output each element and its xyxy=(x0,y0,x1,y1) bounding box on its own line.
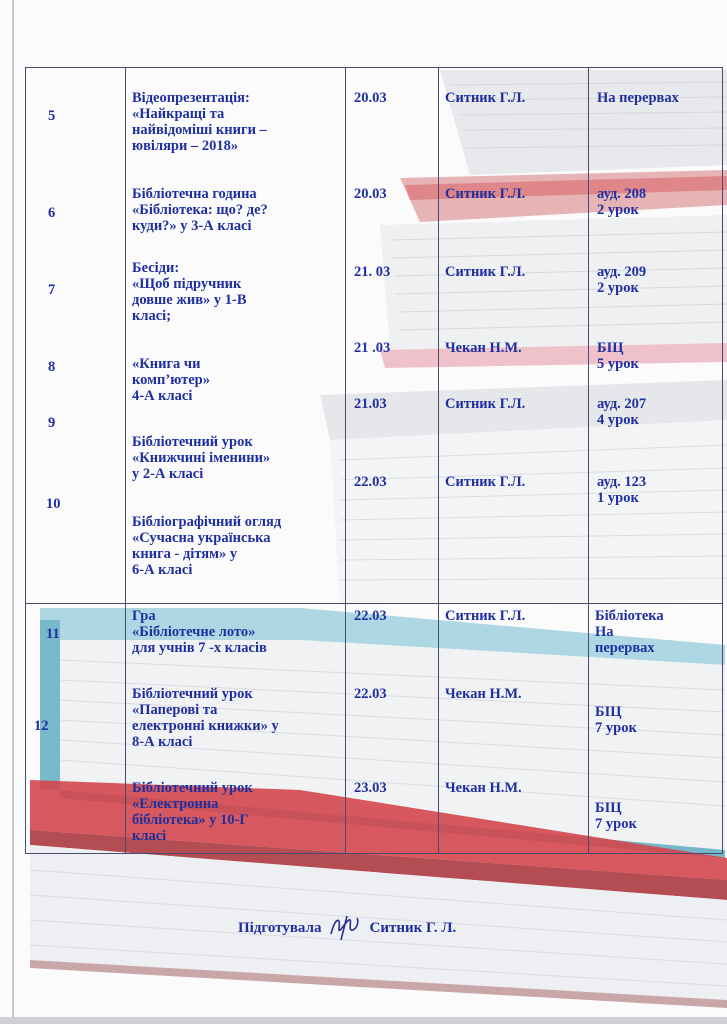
event-title: Бібліотечний урок «Книжчині іменини» у 2-А класі xyxy=(132,434,271,482)
number-cell xyxy=(26,604,126,854)
responsible-person: Чекан Н.М. xyxy=(445,686,522,702)
event-date: 21. 03 xyxy=(354,264,391,280)
event-date: 22.03 xyxy=(354,608,387,624)
event-place: БІЦ 7 урок xyxy=(595,704,637,736)
row-number: 6 xyxy=(48,205,56,221)
responsible-person: Ситник Г.Л. xyxy=(445,474,526,490)
event-place: На перервах xyxy=(597,90,679,106)
event-place: Бібліотека На перервах xyxy=(595,608,664,656)
row-number: 9 xyxy=(48,415,56,431)
event-place: ауд. 209 2 урок xyxy=(597,264,647,296)
event-title: «Книга чи комп’ютер» 4-А класі xyxy=(132,356,210,404)
date-cell xyxy=(346,604,439,854)
table-row-block-bottom xyxy=(26,604,723,854)
event-date: 22.03 xyxy=(354,474,387,490)
event-title: Гра «Бібліотечне лото» для учнів 7 -х класів xyxy=(132,608,267,656)
row-number: 8 xyxy=(48,359,56,375)
event-title: Бібліотечний урок «Електронна бібліотека» у 10-Г класі xyxy=(132,780,253,844)
event-title: Бесіди: «Щоб підручник довше жив» у 1-В класі; xyxy=(132,260,247,324)
events-table xyxy=(25,67,723,854)
event-cell xyxy=(126,68,346,604)
row-number: 5 xyxy=(48,108,56,124)
event-title: Бібліографічний огляд «Сучасна українська книга - дітям» у 6-А класі xyxy=(132,514,282,578)
scan-bottom-edge xyxy=(0,1017,727,1024)
event-place: БІЦ 5 урок xyxy=(597,340,639,372)
number-cell xyxy=(26,68,126,604)
prepared-name: Ситник Г. Л. xyxy=(369,919,457,936)
prepared-by-line xyxy=(238,914,456,942)
event-cell xyxy=(126,604,346,854)
event-date: 21.03 xyxy=(354,396,387,412)
event-date: 21 .03 xyxy=(354,340,391,356)
event-title: Відеопрезентація: «Найкращі та найвідоміші книги – ювіляри – 2018» xyxy=(132,90,267,154)
event-place: ауд. 207 4 урок xyxy=(597,396,647,428)
event-title: Бібліотечний урок «Паперові та електронні книжки» у 8-А класі xyxy=(132,686,279,750)
row-number: 10 xyxy=(46,496,61,512)
responsible-person: Ситник Г.Л. xyxy=(445,186,526,202)
event-date: 22.03 xyxy=(354,686,387,702)
responsible-cell xyxy=(439,604,589,854)
event-date: 20.03 xyxy=(354,186,387,202)
table-row-block-top xyxy=(26,68,723,604)
place-cell xyxy=(589,68,723,604)
responsible-person: Чекан Н.М. xyxy=(445,780,522,796)
place-cell xyxy=(589,604,723,854)
event-place: ауд. 123 1 урок xyxy=(597,474,647,506)
responsible-cell xyxy=(439,68,589,604)
prepared-label: Підготувала xyxy=(238,919,322,936)
signature-icon xyxy=(327,914,363,942)
event-date: 23.03 xyxy=(354,780,387,796)
event-title: Бібліотечна година «Бібліотека: що? де? куди?» у 3-А класі xyxy=(132,186,268,234)
event-place: БІЦ 7 урок xyxy=(595,800,637,832)
event-date: 20.03 xyxy=(354,90,387,106)
responsible-person: Чекан Н.М. xyxy=(445,340,522,356)
responsible-person: Ситник Г.Л. xyxy=(445,396,526,412)
row-number: 12 xyxy=(34,718,49,734)
responsible-person: Ситник Г.Л. xyxy=(445,264,526,280)
row-number: 11 xyxy=(46,626,60,642)
date-cell xyxy=(346,68,439,604)
event-place: ауд. 208 2 урок xyxy=(597,186,647,218)
row-number: 7 xyxy=(48,282,56,298)
responsible-person: Ситник Г.Л. xyxy=(445,608,526,624)
responsible-person: Ситник Г.Л. xyxy=(445,90,526,106)
